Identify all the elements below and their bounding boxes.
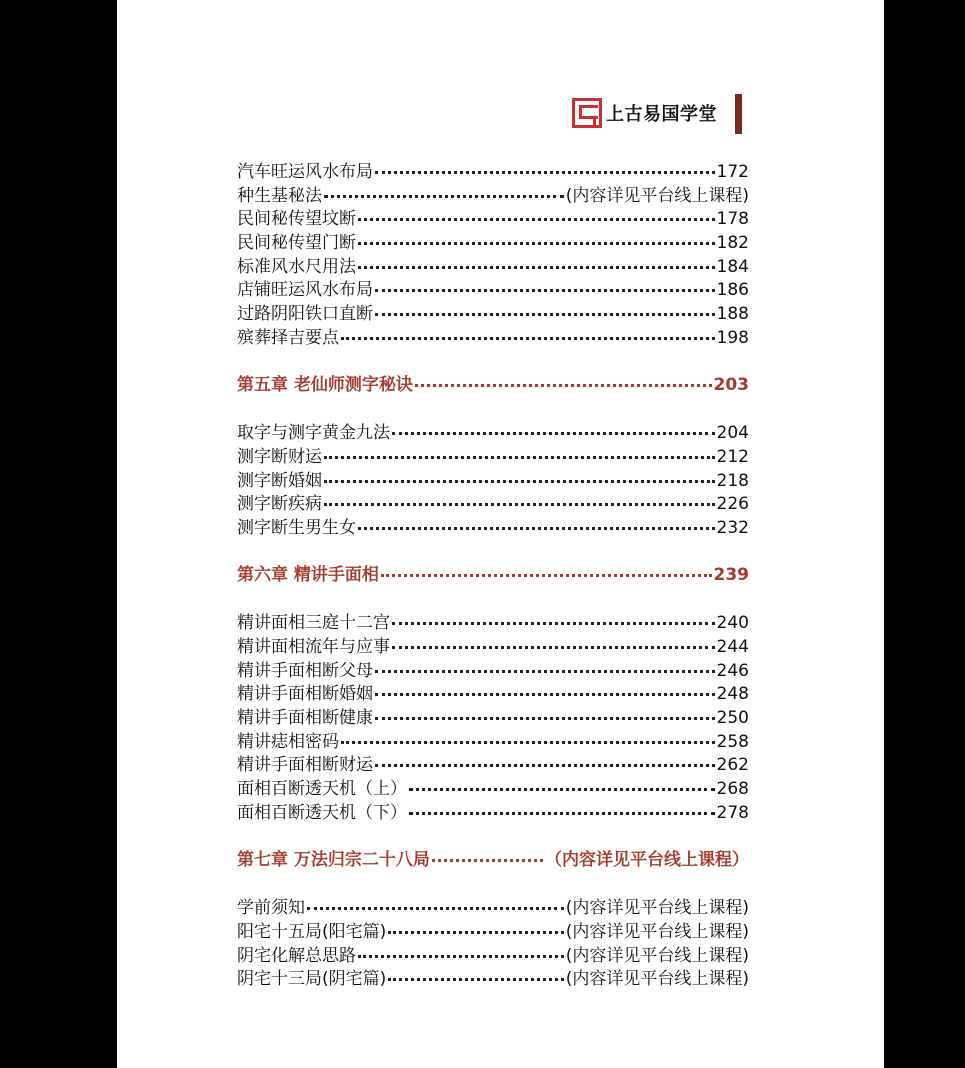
toc-page: 278 <box>716 802 749 823</box>
toc-page: 239 <box>713 564 749 585</box>
dot-leader <box>307 907 564 910</box>
dot-leader <box>415 384 712 387</box>
toc-page: 240 <box>716 613 749 634</box>
toc-entry[interactable] <box>237 299 749 323</box>
toc-title: 第六章 精讲手面相 <box>237 564 379 585</box>
toc-page: 203 <box>713 374 749 395</box>
dot-leader <box>375 717 715 720</box>
dot-leader <box>341 741 715 744</box>
toc-entry[interactable] <box>237 181 749 205</box>
toc-title: 标准风水尺用法 <box>237 256 356 277</box>
toc-entry[interactable] <box>237 204 749 228</box>
toc-entry[interactable] <box>237 893 749 917</box>
toc-title: 民间秘传望门断 <box>237 233 356 254</box>
dot-leader <box>324 480 715 483</box>
toc-entry[interactable] <box>237 513 749 537</box>
toc-page: 268 <box>716 779 749 800</box>
dot-leader <box>388 978 563 981</box>
dot-leader <box>432 859 543 862</box>
toc-page: 250 <box>716 708 749 729</box>
toc-entry[interactable] <box>237 679 749 703</box>
toc-entry[interactable] <box>237 703 749 727</box>
toc-entry[interactable] <box>237 774 749 798</box>
dot-leader <box>375 171 715 174</box>
toc-title: 第七章 万法归宗二十八局 <box>237 849 430 870</box>
dot-leader <box>392 646 715 649</box>
toc-page: 178 <box>716 209 749 230</box>
dot-leader <box>409 812 715 815</box>
toc-page: 246 <box>716 660 749 681</box>
toc-entry[interactable] <box>237 466 749 490</box>
toc-title: 殡葬择吉要点 <box>237 327 339 348</box>
dot-leader <box>375 693 715 696</box>
toc-title: 测字断财运 <box>237 446 322 467</box>
dot-leader <box>324 503 715 506</box>
header-accent-bar <box>735 94 742 134</box>
dot-leader <box>358 527 715 530</box>
toc-title: 汽车旺运风水布局 <box>237 162 373 182</box>
toc-title: 测字断生男生女 <box>237 517 356 538</box>
toc-entry[interactable] <box>237 656 749 680</box>
toc-page: (内容详见平台线上课程) <box>565 898 749 919</box>
table-of-contents <box>237 157 749 988</box>
dot-leader <box>392 622 715 625</box>
toc-title: 测字断疾病 <box>237 494 322 515</box>
toc-page: 188 <box>716 304 749 325</box>
toc-page: 204 <box>716 423 749 444</box>
dot-leader <box>358 955 564 958</box>
toc-page: 212 <box>716 446 749 467</box>
brand-logo <box>572 98 717 128</box>
dot-leader <box>375 764 715 767</box>
toc-page: 258 <box>716 731 749 752</box>
toc-title: 精讲手面相断健康 <box>237 708 373 729</box>
dot-leader <box>324 195 564 198</box>
toc-page: 232 <box>716 517 749 538</box>
dot-leader <box>375 313 715 316</box>
toc-page: 182 <box>716 233 749 254</box>
toc-page: 198 <box>716 327 749 348</box>
toc-title: 精讲面相流年与应事 <box>237 637 390 657</box>
toc-page: 172 <box>716 162 749 182</box>
toc-entry[interactable] <box>237 442 749 466</box>
toc-title: 测字断婚姻 <box>237 470 322 491</box>
toc-page: 186 <box>716 280 749 301</box>
toc-title: 精讲痣相密码 <box>237 731 339 752</box>
dot-leader <box>341 337 715 340</box>
dot-leader <box>381 574 712 577</box>
toc-entry[interactable] <box>237 157 749 181</box>
toc-entry[interactable] <box>237 798 749 822</box>
dot-leader <box>358 242 715 245</box>
toc-entry[interactable] <box>237 323 749 347</box>
toc-title: 阴宅化解总思路 <box>237 945 356 966</box>
toc-title: 精讲手面相断父母 <box>237 660 373 681</box>
toc-entry[interactable] <box>237 275 749 299</box>
brand-seal-icon <box>572 98 602 128</box>
toc-title: 精讲手面相断婚姻 <box>237 684 373 705</box>
toc-page: (内容详见平台线上课程) <box>565 945 749 966</box>
toc-entry[interactable] <box>237 489 749 513</box>
toc-page: (内容详见平台线上课程) <box>565 921 749 942</box>
toc-page: 226 <box>716 494 749 515</box>
toc-entry[interactable] <box>237 632 749 656</box>
toc-title: 店铺旺运风水布局 <box>237 280 373 301</box>
toc-page: 262 <box>716 755 749 776</box>
dot-leader <box>409 788 715 791</box>
toc-title: 取字与测字黄金九法 <box>237 423 390 444</box>
toc-entry[interactable] <box>237 418 749 442</box>
toc-entry[interactable] <box>237 252 749 276</box>
brand-name: 上古易国学堂 <box>606 104 717 125</box>
toc-title: 种生基秘法 <box>237 185 322 206</box>
dot-leader <box>375 289 715 292</box>
toc-entry[interactable] <box>237 727 749 751</box>
toc-entry[interactable] <box>237 750 749 774</box>
toc-chapter[interactable] <box>237 370 749 394</box>
toc-title: 面相百断透天机（上） <box>237 779 407 800</box>
toc-entry[interactable] <box>237 228 749 252</box>
dot-leader <box>358 218 715 221</box>
toc-entry[interactable] <box>237 941 749 965</box>
toc-title: 民间秘传望坟断 <box>237 209 356 230</box>
toc-page: （内容详见平台线上课程） <box>545 849 749 870</box>
toc-page: 184 <box>716 256 749 277</box>
toc-page: (内容详见平台线上课程) <box>565 969 749 990</box>
toc-title: 学前须知 <box>237 898 305 919</box>
dot-leader <box>392 432 715 435</box>
toc-title: 精讲手面相断财运 <box>237 755 373 776</box>
toc-title: 面相百断透天机（下） <box>237 802 407 823</box>
toc-page: 248 <box>716 684 749 705</box>
dot-leader <box>388 931 563 934</box>
toc-title: 阳宅十五局(阳宅篇) <box>237 921 387 942</box>
toc-title: 第五章 老仙师测字秘诀 <box>237 374 413 395</box>
dot-leader <box>324 456 715 459</box>
toc-page: (内容详见平台线上课程) <box>565 185 749 206</box>
toc-entry[interactable] <box>237 964 749 988</box>
toc-title: 过路阴阳铁口直断 <box>237 304 373 325</box>
toc-title: 阴宅十三局(阴宅篇) <box>237 969 387 990</box>
toc-entry[interactable] <box>237 917 749 941</box>
dot-leader <box>358 266 715 269</box>
dot-leader <box>375 670 715 673</box>
toc-title: 精讲面相三庭十二宫 <box>237 613 390 634</box>
toc-page: 244 <box>716 637 749 657</box>
toc-page: 218 <box>716 470 749 491</box>
document-page <box>117 0 884 1068</box>
toc-entry[interactable] <box>237 608 749 632</box>
toc-chapter[interactable] <box>237 560 749 584</box>
toc-chapter[interactable] <box>237 845 749 869</box>
